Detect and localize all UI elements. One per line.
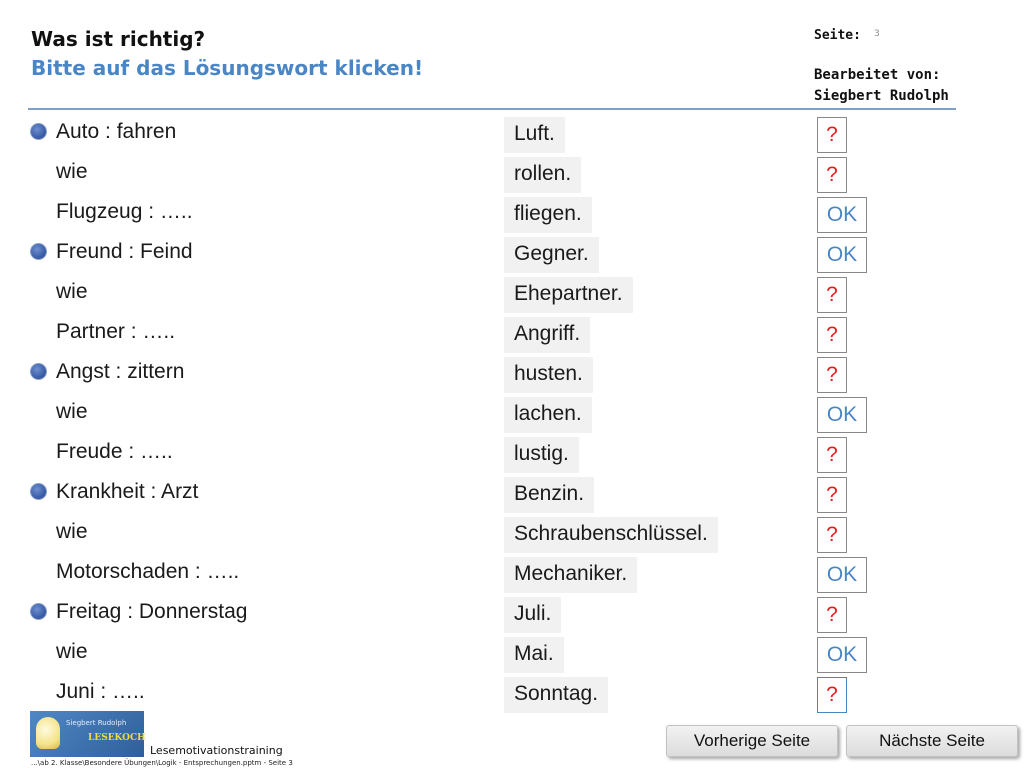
page-number: 3 xyxy=(874,29,880,39)
page-subtitle: Bitte auf das Lösungswort klicken! xyxy=(31,56,424,80)
edited-by-label: Bearbeitet von: xyxy=(814,67,941,83)
file-path: ...\ab 2. Klasse\Besondere Übungen\Logik - Entsprechungen.pptm - Seite 3 xyxy=(31,759,293,767)
answer-option[interactable]: Juli. xyxy=(504,597,561,633)
question-feedback-box[interactable]: ? xyxy=(817,117,847,153)
analogy-text: wie xyxy=(56,280,88,303)
answer-option[interactable]: fliegen. xyxy=(504,197,592,233)
page-title: Was ist richtig? xyxy=(31,27,206,51)
analogy-text: Partner : ….. xyxy=(56,320,176,343)
question-feedback-box[interactable]: ? xyxy=(817,437,847,473)
exercise-row xyxy=(0,634,1024,674)
question-feedback-box[interactable]: ? xyxy=(817,477,847,513)
analogy-text: wie xyxy=(56,640,88,663)
bullet-icon xyxy=(30,123,47,140)
analogy-text: Motorschaden : ….. xyxy=(56,560,240,583)
exercise-row xyxy=(0,394,1024,434)
analogy-text: Flugzeug : ….. xyxy=(56,200,193,223)
lesekoch-logo xyxy=(30,711,144,757)
question-feedback-box[interactable]: ? xyxy=(817,277,847,313)
logo-brand: LESEKOCH xyxy=(88,733,146,743)
analogy-text: wie xyxy=(56,400,88,423)
analogy-text: Freund : Feind xyxy=(56,240,193,263)
exercise-row xyxy=(0,194,1024,234)
exercise-row xyxy=(0,554,1024,594)
question-feedback-box[interactable]: ? xyxy=(817,317,847,353)
exercise-row xyxy=(0,114,1024,154)
exercise-row xyxy=(0,154,1024,194)
question-feedback-box[interactable]: ? xyxy=(817,517,847,553)
analogy-text: wie xyxy=(56,160,88,183)
answer-option[interactable]: Mechaniker. xyxy=(504,557,637,593)
answer-option[interactable]: Luft. xyxy=(504,117,565,153)
lightbulb-icon xyxy=(36,717,60,749)
answer-option[interactable]: husten. xyxy=(504,357,593,393)
bullet-icon xyxy=(30,483,47,500)
bullet-icon xyxy=(30,243,47,260)
analogy-text: Krankheit : Arzt xyxy=(56,480,199,503)
exercise-row xyxy=(0,314,1024,354)
exercise-row xyxy=(0,674,1024,714)
page-label: Seite: xyxy=(814,28,861,43)
answer-option[interactable]: lustig. xyxy=(504,437,579,473)
question-feedback-box[interactable]: ? xyxy=(817,597,847,633)
logo-author: Siegbert Rudolph xyxy=(66,719,127,727)
author-name: Siegbert Rudolph xyxy=(814,88,949,104)
answer-option[interactable]: Sonntag. xyxy=(504,677,608,713)
exercise-row xyxy=(0,234,1024,274)
answer-option[interactable]: Ehepartner. xyxy=(504,277,633,313)
analogy-text: Juni : ….. xyxy=(56,680,145,703)
exercise-row xyxy=(0,434,1024,474)
bullet-icon xyxy=(30,363,47,380)
exercise-row xyxy=(0,594,1024,634)
analogy-text: Angst : zittern xyxy=(56,360,185,383)
next-page-button[interactable]: Nächste Seite xyxy=(846,725,1018,757)
ok-feedback-box[interactable]: OK xyxy=(817,237,867,273)
answer-option[interactable]: lachen. xyxy=(504,397,592,433)
previous-page-button[interactable]: Vorherige Seite xyxy=(666,725,838,757)
analogy-text: Auto : fahren xyxy=(56,120,177,143)
ok-feedback-box[interactable]: OK xyxy=(817,637,867,673)
exercise-row xyxy=(0,354,1024,394)
exercise-row xyxy=(0,474,1024,514)
analogy-text: wie xyxy=(56,520,88,543)
analogy-text: Freitag : Donnerstag xyxy=(56,600,248,623)
header-divider xyxy=(28,108,956,110)
ok-feedback-box[interactable]: OK xyxy=(817,397,867,433)
bullet-icon xyxy=(30,603,47,620)
question-feedback-box[interactable]: ? xyxy=(817,157,847,193)
answer-option[interactable]: rollen. xyxy=(504,157,581,193)
question-feedback-box[interactable]: ? xyxy=(817,677,847,713)
answer-option[interactable]: Angriff. xyxy=(504,317,590,353)
footer-title: Lesemotivationstraining xyxy=(150,744,283,757)
ok-feedback-box[interactable]: OK xyxy=(817,197,867,233)
answer-option[interactable]: Gegner. xyxy=(504,237,599,273)
answer-option[interactable]: Mai. xyxy=(504,637,564,673)
question-feedback-box[interactable]: ? xyxy=(817,357,847,393)
exercise-row xyxy=(0,274,1024,314)
ok-feedback-box[interactable]: OK xyxy=(817,557,867,593)
exercise-row xyxy=(0,514,1024,554)
analogy-text: Freude : ….. xyxy=(56,440,173,463)
answer-option[interactable]: Benzin. xyxy=(504,477,594,513)
answer-option[interactable]: Schraubenschlüssel. xyxy=(504,517,718,553)
